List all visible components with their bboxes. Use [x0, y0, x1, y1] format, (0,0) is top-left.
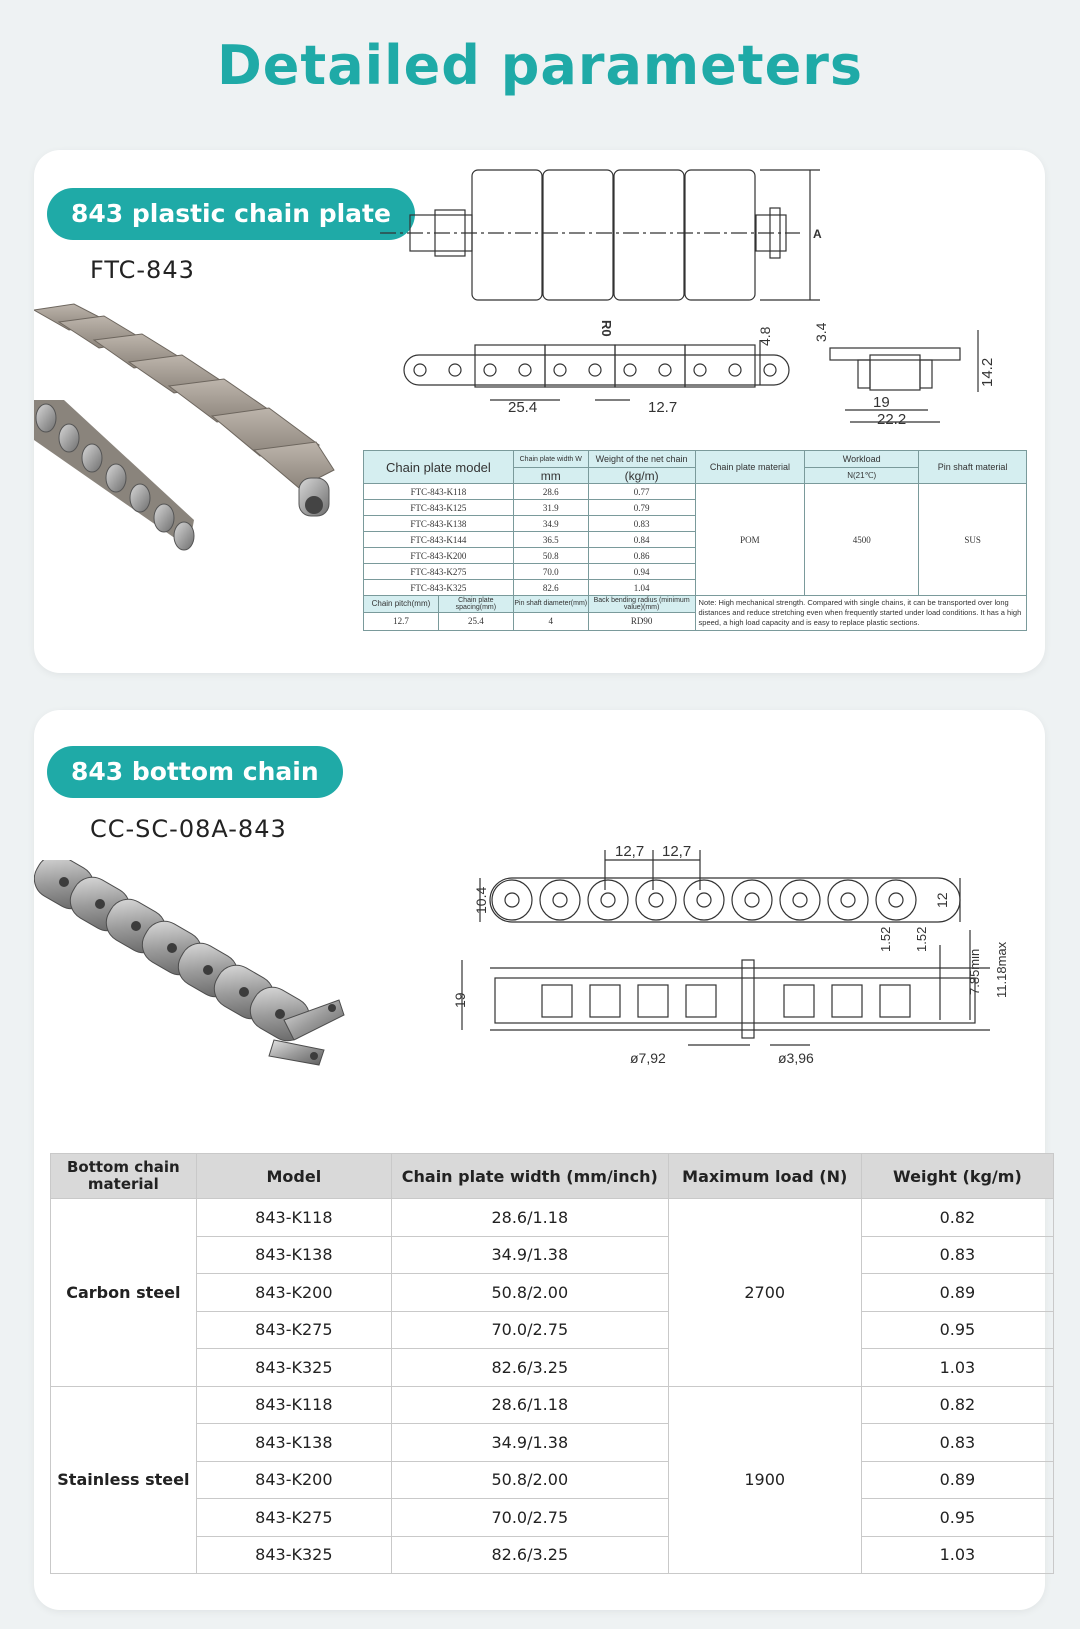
plastic-chain-photo: [34, 300, 364, 580]
table-cell-workload: 4500: [805, 484, 919, 596]
table-cell-spacing: 25.4: [438, 612, 513, 630]
table-cell-weight: 0.95: [861, 1499, 1053, 1537]
dim-label-1-52a: 1.52: [878, 926, 893, 952]
dim-label-4-8: 4.8: [757, 326, 773, 346]
dim-label-pitch-b: 12,7: [662, 843, 692, 860]
table-cell-weight: 0.83: [588, 516, 695, 532]
table-cell-width: 36.5: [513, 532, 588, 548]
bottom-chain-spec-table: [50, 1153, 1054, 1574]
table-cell-width: 70.0/2.75: [392, 1499, 669, 1537]
table-cell-model: FTC-843-K118: [364, 484, 514, 500]
table-cell-weight: 0.83: [861, 1424, 1053, 1462]
table-cell-model: 843-K275: [196, 1311, 391, 1349]
dim-label-roller-dia: ø7,92: [630, 1050, 666, 1066]
table-cell-weight: 1.04: [588, 580, 695, 596]
table-cell-width: 70.0/2.75: [392, 1311, 669, 1349]
table-cell-model: 843-K325: [196, 1536, 391, 1574]
header-max-load: Maximum load (N): [668, 1154, 861, 1199]
table-cell-model: FTC-843-K325: [364, 580, 514, 596]
table-cell-weight: 0.89: [861, 1274, 1053, 1312]
header-plate-width: Chain plate width (mm/inch): [392, 1154, 669, 1199]
section-badge-plastic-chain: 843 plastic chain plate: [47, 188, 415, 240]
table-cell-weight: 0.95: [861, 1311, 1053, 1349]
header-workload: Workload: [805, 451, 919, 468]
table-cell-model: FTC-843-K125: [364, 500, 514, 516]
dim-label-10-4: 10.4: [473, 886, 489, 914]
header-workload-unit: N(21℃): [805, 468, 919, 484]
dim-label-19: 19: [452, 992, 468, 1008]
table-cell-width: 70.0: [513, 564, 588, 580]
dim-label-pin-dia: ø3,96: [778, 1050, 814, 1066]
product-model: CC-SC-08A-843: [90, 815, 287, 843]
table-cell-model: 843-K118: [196, 1199, 391, 1237]
table-cell-width: 50.8: [513, 548, 588, 564]
table-cell-material: Carbon steel: [51, 1199, 197, 1387]
table-cell-weight: 0.86: [588, 548, 695, 564]
table-cell-model: 843-K138: [196, 1236, 391, 1274]
table-cell-width: 28.6/1.18: [392, 1386, 669, 1424]
table-cell-model: 843-K118: [196, 1386, 391, 1424]
header-weight-unit: (kg/m): [588, 468, 695, 484]
table-cell-width: 82.6/3.25: [392, 1536, 669, 1574]
header-bending-radius: Back bending radius (minimum value)(mm): [588, 596, 695, 613]
plastic-chain-drawing: [380, 160, 1020, 430]
table-cell-weight: 0.82: [861, 1386, 1053, 1424]
plastic-chain-spec-table: [363, 450, 1027, 631]
table-cell-model: FTC-843-K138: [364, 516, 514, 532]
table-cell-width: 82.6: [513, 580, 588, 596]
table-cell-width: 50.8/2.00: [392, 1274, 669, 1312]
table-cell-model: 843-K325: [196, 1349, 391, 1387]
dim-label-11-18: 11.18max: [994, 941, 1009, 998]
table-cell-model: 843-K275: [196, 1499, 391, 1537]
table-cell-weight: 0.94: [588, 564, 695, 580]
table-cell-plate-material: POM: [695, 484, 805, 596]
table-cell-pin-diameter: 4: [513, 612, 588, 630]
dim-label-radius: R0: [599, 320, 614, 337]
dim-label-14-2: 14.2: [979, 357, 996, 387]
table-cell-width: 34.9/1.38: [392, 1424, 669, 1462]
table-cell-weight: 0.89: [861, 1461, 1053, 1499]
table-cell-weight: 0.84: [588, 532, 695, 548]
table-cell-model: FTC-843-K144: [364, 532, 514, 548]
table-cell-model: FTC-843-K200: [364, 548, 514, 564]
product-model: FTC-843: [90, 256, 195, 284]
header-weight: Weight (kg/m): [861, 1154, 1053, 1199]
dim-label-3-4: 3.4: [813, 322, 829, 342]
dim-label-pitch2: 12.7: [648, 399, 678, 416]
dim-label-pitch: 25.4: [508, 399, 538, 416]
dim-label-22-2: 22.2: [877, 411, 907, 428]
dim-label-1-52b: 1.52: [914, 926, 929, 952]
roller-chain-photo: [34, 860, 364, 1090]
table-cell-width: 31.9: [513, 500, 588, 516]
table-cell-max-load: 2700: [668, 1199, 861, 1387]
table-cell-max-load: 1900: [668, 1386, 861, 1574]
table-cell-width: 34.9: [513, 516, 588, 532]
header-pin-diameter: Pin shaft diameter(mm): [513, 596, 588, 613]
table-cell-weight: 0.82: [861, 1199, 1053, 1237]
dim-label-pitch-a: 12,7: [615, 843, 645, 860]
table-note: Note: High mechanical strength. Compared with single chains, it can be transported over long distances and reduce stretching even when frequently started under load conditions. It has a high speed, a high load capacity and is easy to replace plastic sections.: [695, 596, 1026, 631]
table-cell-width: 34.9/1.38: [392, 1236, 669, 1274]
dim-label-7-85: 7.85min: [967, 948, 982, 995]
header-plate-material: Chain plate material: [695, 451, 805, 484]
header-model: Model: [196, 1154, 391, 1199]
header-chain-pitch: Chain pitch(mm): [364, 596, 439, 613]
table-cell-pitch: 12.7: [364, 612, 439, 630]
table-cell-model: FTC-843-K275: [364, 564, 514, 580]
dim-label-19: 19: [873, 394, 890, 411]
header-plate-spacing: Chain plate spacing(mm): [438, 596, 513, 613]
page-title: Detailed parameters: [216, 34, 864, 97]
header-chain-plate-model: Chain plate model: [364, 451, 514, 484]
table-cell-pin-material: SUS: [919, 484, 1027, 596]
table-cell-weight: 0.79: [588, 500, 695, 516]
table-cell-weight: 0.83: [861, 1236, 1053, 1274]
section-badge-bottom-chain: 843 bottom chain: [47, 746, 343, 798]
header-material: Bottom chain material: [51, 1154, 197, 1199]
header-plate-width: Chain plate width W: [513, 451, 588, 468]
table-cell-model: 843-K138: [196, 1424, 391, 1462]
roller-chain-drawing: [450, 830, 1020, 1110]
table-cell-material: Stainless steel: [51, 1386, 197, 1574]
header-width-unit: mm: [513, 468, 588, 484]
table-cell-weight: 0.77: [588, 484, 695, 500]
table-cell-width: 28.6: [513, 484, 588, 500]
table-cell-weight: 1.03: [861, 1349, 1053, 1387]
plate-segments: [34, 304, 334, 516]
table-cell-width: 82.6/3.25: [392, 1349, 669, 1387]
roller-chain-underside: [34, 400, 194, 550]
table-cell-bending-radius: RD90: [588, 612, 695, 630]
table-cell-weight: 1.03: [861, 1536, 1053, 1574]
dim-label-a: A: [813, 227, 822, 241]
header-pin-material: Pin shaft material: [919, 451, 1027, 484]
table-cell-width: 28.6/1.18: [392, 1199, 669, 1237]
table-cell-model: 843-K200: [196, 1461, 391, 1499]
dim-label-12: 12: [934, 892, 950, 908]
table-cell-width: 50.8/2.00: [392, 1461, 669, 1499]
header-net-weight: Weight of the net chain: [588, 451, 695, 468]
table-cell-model: 843-K200: [196, 1274, 391, 1312]
